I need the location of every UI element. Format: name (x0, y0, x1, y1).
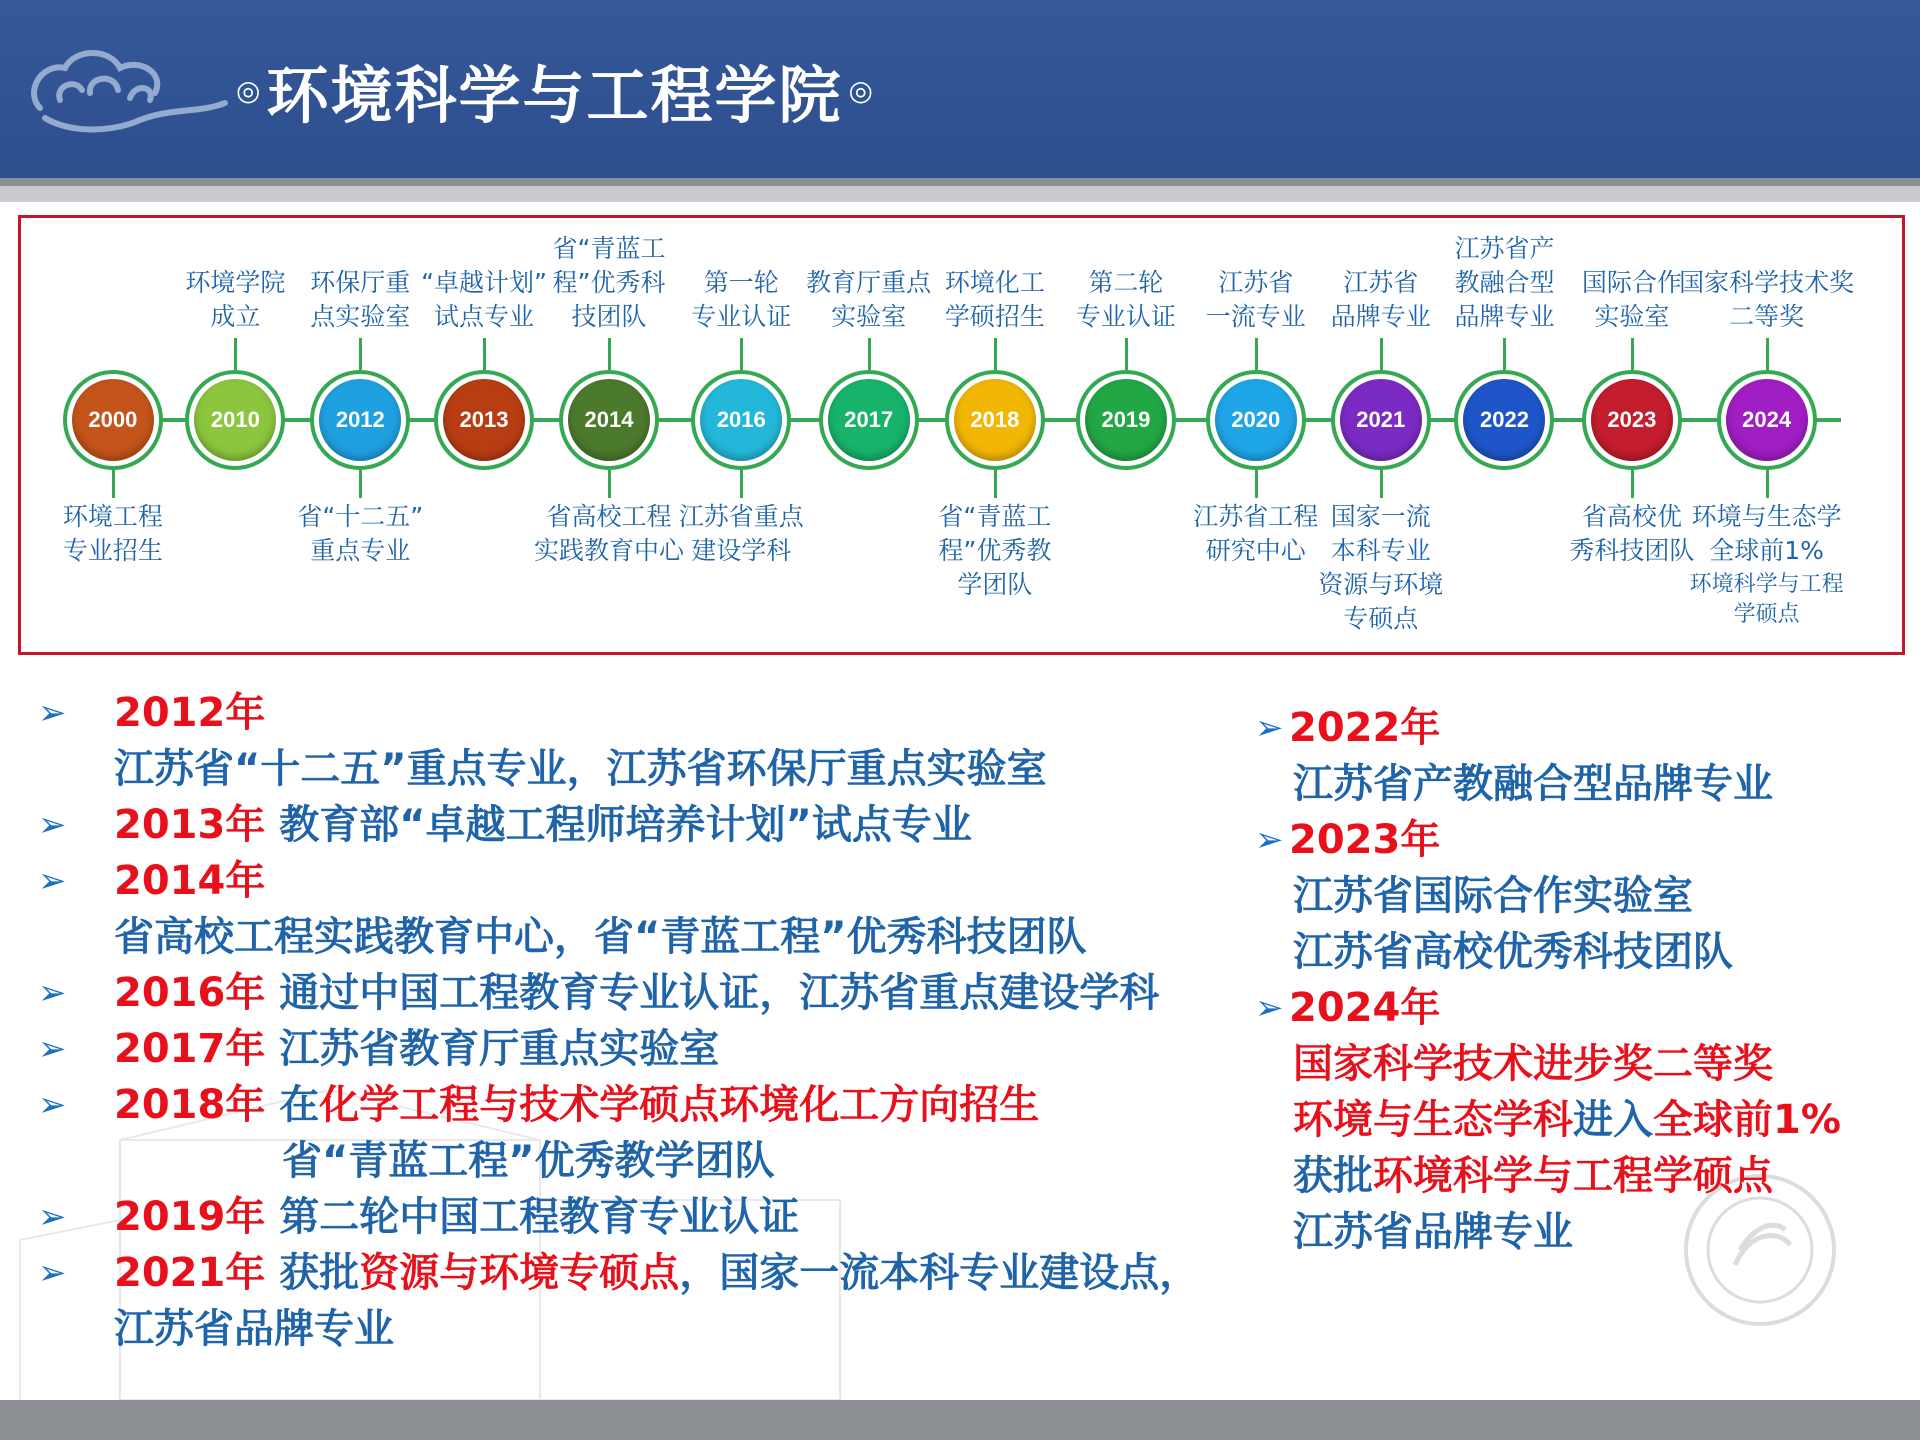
item-text: 省高校工程实践教育中心，省“青蓝工程”优秀科技团队 (114, 914, 1087, 960)
timeline-connector (608, 338, 611, 370)
item-text: ，国家一流本科专业建设点， (679, 1250, 1200, 1296)
timeline-connector (112, 466, 115, 498)
milestone-list-left (38, 685, 1278, 1357)
item-text: 省“青蓝工程”优秀教学团队 (282, 1138, 775, 1184)
timeline-connector (1631, 466, 1634, 498)
list-item-2013 (38, 797, 1278, 853)
item-text: 江苏省品牌专业 (114, 1306, 394, 1352)
timeline-label-below: 省高校优 秀科技团队 (1569, 502, 1695, 565)
list-item-2024-detail-2 (1255, 1092, 1895, 1148)
arrow-bullet-icon: ➢ (1255, 988, 1284, 1028)
timeline-connector (608, 466, 611, 498)
item-text: 江苏省教育厅重点实验室 (265, 1026, 720, 1072)
item-text-highlight: 国家科学技术进步奖二等奖 (1293, 1041, 1773, 1087)
item-text: 教育部“卓越工程师培养计划”试点专业 (265, 802, 972, 848)
item-text: 进入 (1573, 1097, 1653, 1143)
timeline-label-below: 国家一流 本科专业 资源与环境 专硕点 (1318, 502, 1444, 633)
page-title (230, 45, 879, 135)
cloud-emblem-icon (20, 38, 230, 148)
timeline-connector (359, 466, 362, 498)
page-title-text: 环境科学与工程学院 (266, 58, 843, 132)
timeline-connector (1503, 338, 1506, 370)
timeline-label-above: 江苏省产 教融合型 品牌专业 (1454, 234, 1555, 331)
timeline-label-above: 教育厅重点 实验室 (806, 268, 932, 331)
item-text: 江苏省“十二五”重点专业，江苏省环保厅重点实验室 (114, 746, 1047, 792)
timeline-label-above: 第一轮 专业认证 (691, 268, 792, 331)
item-text: 江苏省产教融合型品牌专业 (1293, 761, 1773, 807)
list-item-2022-detail (1255, 756, 1895, 812)
timeline-year-badge: 2018 (954, 379, 1036, 461)
list-item-2023 (1255, 812, 1895, 868)
list-item-2023-detail-2 (1255, 924, 1895, 980)
list-item-2023-detail-1 (1255, 868, 1895, 924)
timeline-panel (18, 215, 1905, 655)
arrow-bullet-icon: ➢ (1255, 820, 1284, 860)
timeline-connector (483, 338, 486, 370)
timeline-year-badge: 2024 (1726, 379, 1808, 461)
year-label: 2021年 (114, 1250, 266, 1296)
arrow-bullet-icon: ➢ (38, 973, 67, 1013)
timeline-connector (740, 338, 743, 370)
timeline-label-above: 环境学院 成立 (185, 268, 286, 331)
timeline-year-badge: 2016 (700, 379, 782, 461)
timeline-year-badge: 2013 (443, 379, 525, 461)
timeline-connector (1255, 338, 1258, 370)
timeline-label-below: 环境与生态学 全球前1% (1691, 502, 1842, 565)
item-text-highlight: 环境科学与工程学硕点 (1373, 1153, 1773, 1199)
item-text: 通过中国工程教育专业认证，江苏省重点建设学科 (265, 970, 1160, 1016)
timeline-connector (1631, 338, 1634, 370)
timeline-connector (740, 466, 743, 498)
year-label: 2012年 (114, 690, 266, 736)
list-item-2018-detail (38, 1133, 1278, 1189)
list-item-2019 (38, 1189, 1278, 1245)
timeline-label-above: 国际合作 实验室 (1581, 268, 1682, 331)
timeline-label-below: 省“十二五” 重点专业 (297, 502, 424, 565)
list-item-2021-detail (38, 1301, 1278, 1357)
timeline-connector (359, 338, 362, 370)
timeline-connector (994, 338, 997, 370)
arrow-bullet-icon: ➢ (38, 1029, 67, 1069)
year-label: 2016年 (114, 970, 266, 1016)
timeline-label-above: 江苏省 品牌专业 (1330, 268, 1431, 331)
item-text-highlight: 环境与生态学科 (1293, 1097, 1573, 1143)
timeline-label-above: 第二轮 专业认证 (1075, 268, 1176, 331)
timeline-connector (1766, 338, 1769, 370)
timeline-connector (1766, 466, 1769, 498)
arrow-bullet-icon: ➢ (38, 861, 67, 901)
header-bar (0, 0, 1920, 178)
item-text-highlight: 化学工程与技术学硕点环境化工方向招生 (319, 1082, 1040, 1128)
timeline-connector (1125, 338, 1128, 370)
list-item-2024 (1255, 980, 1895, 1036)
list-item-2024-detail-4 (1255, 1204, 1895, 1260)
list-item-2022 (1255, 700, 1895, 756)
item-text-highlight: 全球前1% (1653, 1097, 1841, 1143)
list-item-2016 (38, 965, 1278, 1021)
arrow-bullet-icon: ➢ (38, 1085, 67, 1125)
timeline-year-badge: 2021 (1340, 379, 1422, 461)
list-item-2021 (38, 1245, 1278, 1301)
timeline-year-badge: 2023 (1591, 379, 1673, 461)
timeline-label-above: 省“青蓝工 程”优秀科 技团队 (552, 234, 666, 331)
year-label: 2023年 (1289, 817, 1441, 863)
milestone-list-right (1255, 700, 1895, 1260)
year-label: 2024年 (1289, 985, 1441, 1031)
item-text-highlight: 资源与环境专硕点 (359, 1250, 680, 1296)
header-divider-light (0, 186, 1920, 202)
timeline-label-below: 江苏省重点 建设学科 (678, 502, 804, 565)
timeline-year-badge: 2017 (828, 379, 910, 461)
arrow-bullet-icon: ➢ (1255, 708, 1284, 748)
item-text: 江苏省品牌专业 (1293, 1209, 1573, 1255)
timeline-connector (234, 338, 237, 370)
list-item-2014-detail (38, 909, 1278, 965)
timeline-connector (994, 466, 997, 498)
arrow-bullet-icon: ➢ (38, 805, 67, 845)
item-text: 江苏省高校优秀科技团队 (1293, 929, 1733, 975)
timeline-label-below: 省“青蓝工 程”优秀教 学团队 (938, 502, 1052, 599)
year-label: 2019年 (114, 1194, 266, 1240)
list-item-2014 (38, 853, 1278, 909)
timeline-label-below-small: 环境科学与工程 学硕点 (1689, 572, 1844, 627)
title-mark-left: ◎ (236, 73, 261, 107)
timeline-connector (868, 338, 871, 370)
timeline-year-badge: 2000 (72, 379, 154, 461)
list-item-2017 (38, 1021, 1278, 1077)
list-item-2012-detail (38, 741, 1278, 797)
arrow-bullet-icon: ➢ (38, 693, 67, 733)
title-mark-right: ◎ (848, 73, 873, 107)
timeline-connector (1380, 466, 1383, 498)
timeline-label-above: “卓越计划” 试点专业 (421, 268, 547, 331)
timeline-year-badge: 2012 (319, 379, 401, 461)
year-label: 2018年 (114, 1082, 266, 1128)
list-item-2012 (38, 685, 1278, 741)
timeline-label-below: 环境工程 专业招生 (62, 502, 163, 565)
timeline-connector (1255, 466, 1258, 498)
arrow-bullet-icon: ➢ (38, 1253, 67, 1293)
item-text: 第二轮中国工程教育专业认证 (265, 1194, 800, 1240)
item-text: 在 (265, 1082, 320, 1128)
timeline-label-above: 江苏省 一流专业 (1205, 268, 1306, 331)
list-item-2018 (38, 1077, 1278, 1133)
timeline-label-above: 环境化工 学硕招生 (944, 268, 1045, 331)
footer-bar (0, 1400, 1920, 1440)
timeline-year-badge: 2014 (568, 379, 650, 461)
timeline-label-below: 江苏省工程 研究中心 (1193, 502, 1319, 565)
timeline-year-badge: 2010 (194, 379, 276, 461)
item-text: 获批 (265, 1250, 360, 1296)
timeline-year-badge: 2020 (1215, 379, 1297, 461)
timeline-year-badge: 2019 (1085, 379, 1167, 461)
list-item-2024-detail-3 (1255, 1148, 1895, 1204)
timeline-label-below: 省高校工程 实践教育中心 (533, 502, 684, 565)
item-text: 获批 (1293, 1153, 1373, 1199)
timeline-connector (1380, 338, 1383, 370)
list-item-2024-detail-1 (1255, 1036, 1895, 1092)
item-text: 江苏省国际合作实验室 (1293, 873, 1693, 919)
year-label: 2022年 (1289, 705, 1441, 751)
arrow-bullet-icon: ➢ (38, 1197, 67, 1237)
timeline-label-above: 环保厅重 点实验室 (310, 268, 411, 331)
year-label: 2013年 (114, 802, 266, 848)
header-divider-dark (0, 178, 1920, 186)
year-label: 2017年 (114, 1026, 266, 1072)
timeline-label-above: 国家科学技术奖 二等奖 (1679, 268, 1855, 331)
year-label: 2014年 (114, 858, 266, 904)
timeline-year-badge: 2022 (1463, 379, 1545, 461)
